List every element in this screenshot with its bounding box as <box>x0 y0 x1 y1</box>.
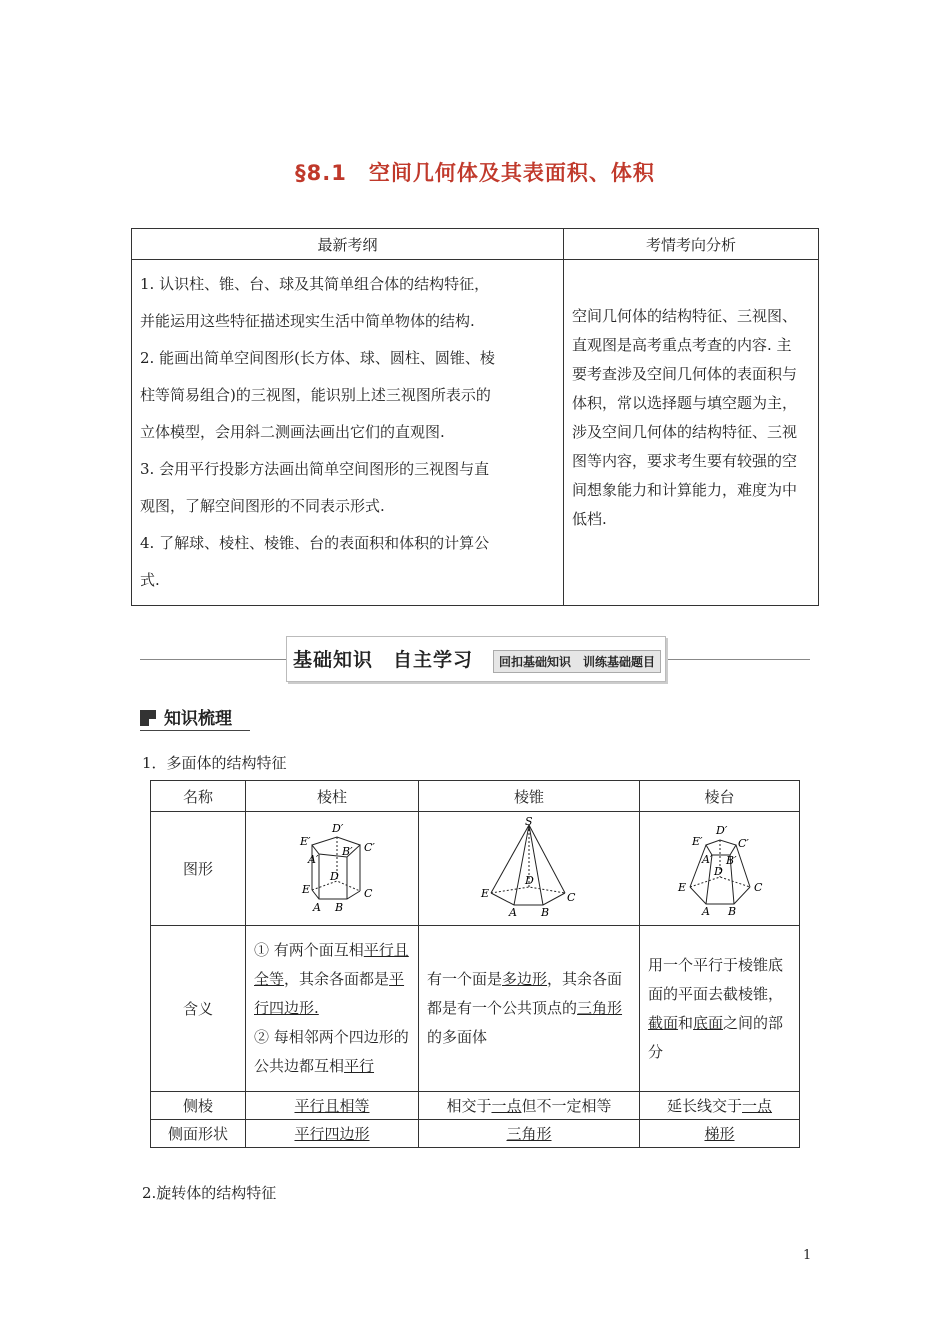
outline-line: 式. <box>140 571 160 589</box>
banner-rule-right <box>666 659 810 660</box>
section-label-underline <box>140 730 250 731</box>
section-label-text: 知识梳理 <box>164 709 232 729</box>
frustum-label: B′ <box>725 853 737 867</box>
prism-definition <box>246 926 419 1092</box>
outline-line: 3. 会用平行投影方法画出简单空间图形的三视图与直 <box>140 460 490 478</box>
heading-rotation-bodies: 2.旋转体的结构特征 <box>142 1184 277 1202</box>
pyramid-label: B <box>541 905 550 917</box>
frustum-label: D′ <box>715 823 727 837</box>
pyramid-label: A <box>509 905 517 917</box>
prism-figure <box>282 817 382 917</box>
outline-line: 并能运用这些特征描述现实生活中简单物体的结构. <box>140 312 475 330</box>
heading-polyhedra: 1．多面体的结构特征 <box>142 754 287 772</box>
section-label <box>140 704 232 728</box>
pyramid-edge-text: 相交于 <box>446 1097 492 1115</box>
prism-label: D <box>330 869 339 883</box>
pyramid-label: S <box>525 816 533 828</box>
banner-title: 基础知识 自主学习 <box>293 649 474 671</box>
prism-edge-cell <box>246 1092 419 1120</box>
prism-def-answer: 平行 <box>344 1057 375 1075</box>
header-frustum: 棱台 <box>640 781 800 812</box>
analysis-line: 低档. <box>572 510 607 528</box>
row-label-figure: 图形 <box>151 812 246 926</box>
banner-rule-left <box>140 659 286 660</box>
prism-label: C′ <box>364 840 375 854</box>
header-name: 名称 <box>151 781 246 812</box>
frustum-edge-text: 延长线交于 <box>666 1097 742 1115</box>
square-bullet-icon <box>140 710 156 726</box>
frustum-definition <box>640 926 800 1092</box>
outline-line: 2. 能画出简单空间图形(长方体、球、圆柱、圆锥、棱 <box>140 349 495 367</box>
page-number: 1 <box>803 1248 812 1263</box>
prism-def-answer: 平行四边形. <box>254 970 405 1017</box>
prism-def-text: ② 每相邻两个四边形的公共边都互相 <box>254 1028 409 1075</box>
analysis-line: 空间几何体的结构特征、三视图、 <box>572 307 798 325</box>
prism-def-text: ① 有两个面互相 <box>254 941 364 959</box>
frustum-edge-cell <box>640 1092 800 1120</box>
prism-def-answer: 平行且全等 <box>254 941 409 988</box>
polyhedra-table <box>150 780 800 1148</box>
pyramid-def-text: 有一个面是 <box>427 970 503 988</box>
page-title: §8.1 空间几何体及其表面积、体积 <box>295 161 655 185</box>
banner-subtitle: 回扣基础知识 训练基础题目 <box>493 650 661 673</box>
pyramid-figure <box>479 817 579 917</box>
outline-line: 4. 了解球、棱柱、棱锥、台的表面积和体积的计算公 <box>140 534 490 552</box>
row-label-meaning: 含义 <box>151 926 246 1092</box>
outline-line: 柱等简易组合)的三视图，能识别上述三视图所表示的 <box>140 386 491 404</box>
banner-box <box>286 636 666 682</box>
analysis-line: 间想象能力和计算能力，难度为中 <box>572 481 798 499</box>
analysis-line: 直观图是高考重点考查的内容. 主 <box>572 336 792 354</box>
frustum-def-text: 用一个平行于棱锥底面的平面去截棱锥， <box>648 955 784 1003</box>
pyramid-def-answer: 多边形 <box>502 970 548 988</box>
frustum-face: 梯形 <box>704 1125 735 1143</box>
frustum-label: C′ <box>737 836 749 850</box>
exam-outline-table <box>131 228 819 606</box>
pyramid-def-text: ，其余各面都是有一个公共顶点的 <box>427 970 623 1017</box>
analysis-line: 体积，常以选择题与填空题为主， <box>572 394 798 412</box>
pyramid-edge-answer: 一点 <box>491 1097 522 1115</box>
header-pyramid: 棱锥 <box>419 781 640 812</box>
frustum-def-text: 和 <box>678 1013 694 1032</box>
pyramid-def-answer: 三角形 <box>577 999 623 1017</box>
frustum-label: A′ <box>701 852 712 866</box>
frustum-figure-cell <box>640 812 800 926</box>
exam-col1-header: 最新考纲 <box>132 229 564 260</box>
pyramid-label: C <box>567 890 576 904</box>
header-prism: 棱柱 <box>246 781 419 812</box>
prism-label: A <box>313 900 321 914</box>
outline-line: 1. 认识柱、锥、台、球及其简单组合体的结构特征， <box>140 275 490 293</box>
prism-edge: 平行且相等 <box>294 1097 370 1115</box>
pyramid-face: 三角形 <box>506 1125 552 1143</box>
prism-label: E <box>302 882 311 896</box>
exam-outline-cell <box>132 260 564 606</box>
analysis-line: 图等内容，要求考生要有较强的空 <box>572 452 798 470</box>
frustum-label: A <box>701 904 710 917</box>
prism-label: B <box>335 900 344 914</box>
pyramid-label: D <box>525 873 534 887</box>
prism-face-cell <box>246 1120 419 1148</box>
prism-label: D′ <box>332 821 344 835</box>
row-label-face: 侧面形状 <box>151 1120 246 1148</box>
exam-analysis-cell <box>564 260 819 606</box>
prism-label: E′ <box>300 834 311 848</box>
pyramid-edge-cell <box>419 1092 640 1120</box>
analysis-line: 涉及空间几何体的结构特征、三视 <box>572 423 798 441</box>
prism-def-text: ，其余各面都是 <box>284 970 390 988</box>
frustum-edge-answer: 一点 <box>742 1097 773 1115</box>
frustum-label: D <box>713 864 723 878</box>
pyramid-label: E <box>481 886 490 900</box>
prism-label: B′ <box>342 844 353 858</box>
prism-face: 平行四边形 <box>294 1125 370 1143</box>
row-label-edge: 侧棱 <box>151 1092 246 1120</box>
pyramid-definition <box>419 926 640 1092</box>
section-banner <box>140 636 810 684</box>
frustum-label: E <box>677 880 686 894</box>
frustum-label: E′ <box>691 834 703 848</box>
pyramid-edge-text: 但不一定相等 <box>521 1097 612 1115</box>
frustum-label: B <box>727 904 736 917</box>
analysis-line: 要考查涉及空间几何体的表面积与 <box>572 365 798 383</box>
outline-line: 观图，了解空间图形的不同表示形式. <box>140 497 385 515</box>
pyramid-def-text: 的多面体 <box>427 1028 488 1046</box>
exam-col2-header: 考情考向分析 <box>564 229 819 260</box>
analysis-text <box>572 302 810 534</box>
frustum-label: C <box>753 880 762 894</box>
outline-line: 立体模型，会用斜二测画法画出它们的直观图. <box>140 423 445 441</box>
prism-figure-cell <box>246 812 419 926</box>
pyramid-figure-cell <box>419 812 640 926</box>
pyramid-face-cell <box>419 1120 640 1148</box>
frustum-def-answer: 截面 <box>648 1013 679 1032</box>
frustum-figure <box>670 817 770 917</box>
frustum-def-answer: 底面 <box>693 1013 724 1032</box>
frustum-def-text: 之间的部分 <box>648 1013 784 1061</box>
prism-label: A′ <box>308 852 319 866</box>
prism-label: C <box>364 886 373 900</box>
frustum-face-cell <box>640 1120 800 1148</box>
